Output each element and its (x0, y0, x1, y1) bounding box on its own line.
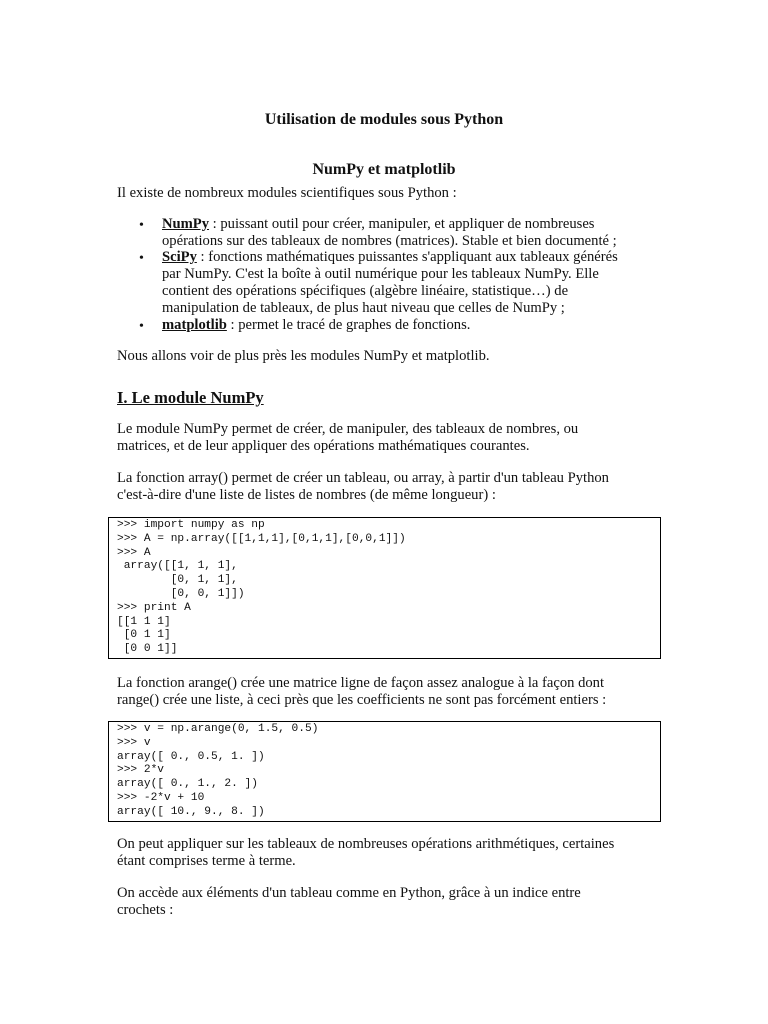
paragraph-line: On peut appliquer sur les tableaux de nombreuses opérations arithmétiques, certaines (117, 836, 615, 852)
bullet-text: manipulation de tableaux, de plus haut niveau que celles de NumPy ; (162, 300, 565, 316)
code-listing: >>> import numpy as np >>> A = np.array([[1,1,1],[0,1,1],[0,0,1]]) >>> A array([[1, 1, 1], [0, 1, 1], [0, 0, 1]]) >>> print A [[1 1 1] [0 1 1] [0 0 1]] (117, 519, 406, 656)
bullet-text: : puissant outil pour créer, manipuler, et appliquer de nombreuses (209, 216, 595, 232)
paragraph-line: On accède aux éléments d'un tableau comme en Python, grâce à un indice entre (117, 885, 581, 901)
paragraph-line: La fonction array() permet de créer un tableau, ou array, à partir d'un tableau Python (117, 470, 609, 486)
bullet-term-matplotlib: matplotlib (162, 317, 227, 333)
paragraph-line: matrices, et de leur appliquer des opérations mathématiques courantes. (117, 438, 530, 454)
intro2-paragraph: Nous allons voir de plus près les modules NumPy et matplotlib. (117, 348, 490, 364)
bullet-text: par NumPy. C'est la boîte à outil numérique pour les tableaux NumPy. Elle (162, 266, 599, 282)
paragraph-line: étant comprises terme à terme. (117, 853, 296, 869)
paragraph-line: range() crée une liste, à ceci près que les coefficients ne sont pas forcément entiers : (117, 692, 607, 708)
code-listing: >>> v = np.arange(0, 1.5, 0.5) >>> v array([ 0., 0.5, 1. ]) >>> 2*v array([ 0., 1., 2. ]) >>> -2*v + 10 array([ 10., 9., 8. ]) (117, 723, 319, 818)
bullet-text: : permet le tracé de graphes de fonctions. (226, 317, 471, 333)
bullet-dot: • (139, 251, 144, 266)
paragraph-line: Le module NumPy permet de créer, de manipuler, des tableaux de nombres, ou (117, 421, 579, 437)
paragraph-line: La fonction arange() crée une matrice ligne de façon assez analogue à la façon dont (117, 675, 605, 691)
intro-paragraph: Il existe de nombreux modules scientifiques sous Python : (117, 185, 457, 201)
bullet-dot: • (139, 319, 144, 334)
bullet-text: : fonctions mathématiques puissantes s'appliquant aux tableaux générés (196, 249, 618, 265)
bullet-term-scipy: SciPy (162, 249, 197, 265)
paragraph-line: crochets : (117, 902, 174, 918)
page-subtitle: NumPy et matplotlib (312, 161, 456, 178)
code-block (108, 517, 661, 659)
section-heading: I. Le module NumPy (117, 388, 264, 407)
paragraph-line: c'est-à-dire d'une liste de listes de nombres (de même longueur) : (117, 487, 496, 503)
bullet-text: opérations sur des tableaux de nombres (matrices). Stable et bien documenté ; (162, 233, 617, 249)
bullet-dot: • (139, 218, 144, 233)
bullet-text: contient des opérations spécifiques (algèbre linéaire, statistique…) de (162, 283, 569, 299)
code-block (108, 721, 661, 822)
bullet-term-numpy: NumPy (162, 216, 210, 232)
page-title: Utilisation de modules sous Python (264, 111, 504, 128)
